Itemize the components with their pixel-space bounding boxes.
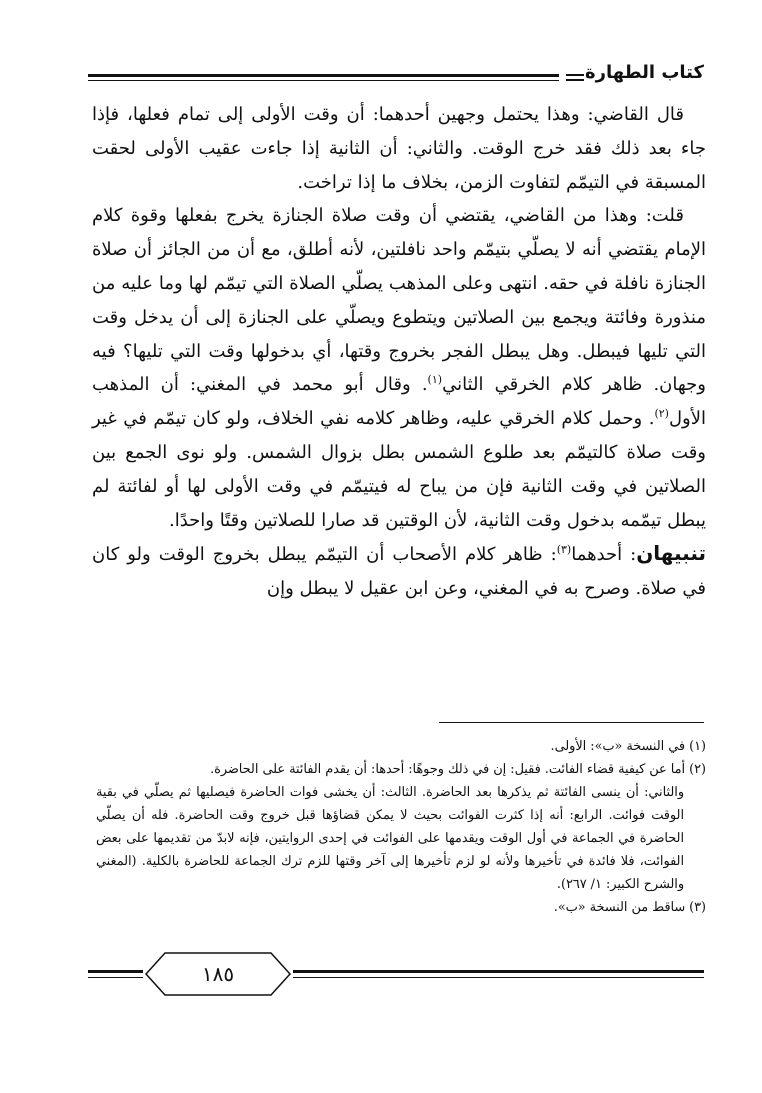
paragraph-2-part-b: . وقال أبو محمد في المغني: أن المذهب الأول xyxy=(92,374,706,430)
footnote-1: (١) في النسخة «ب»: الأولى. xyxy=(550,739,706,754)
paragraph-1: قال القاضي: وهذا يحتمل وجهين أحدهما: أن وقت الأولى إلى تمام فعلها، فإذا جاء بعد ذلك فقد خرج الوقت. والثاني: أن الثانية إذا جاءت عقيب الأولى لحقت المسبقة في التيمّم لتفاوت الزمن، بخلاف ما إذا تراخت. xyxy=(92,104,706,193)
page-number: ١٨٥ xyxy=(201,962,235,986)
header-dash-ornament xyxy=(566,74,584,81)
footnote-3: (٣) ساقط من النسخة «ب». xyxy=(553,900,706,915)
paragraph-2-part-c: . وحمل كلام الخرقي عليه، وظاهر كلامه نفي الخلاف، ولو كان تيمّم في غير وقت صلاة كالتيمّم بعد طلوع الشمس بطل بزوال الشمس. ولو نوى الجمع بين الصلاتين في وقت الثانية فإن من يباح له فيتيمّم في وقت الأولى لها أو لفائتة لم يبطل تيمّمه بدخول وقت الثانية، لأن الوقتين قد صارا للصلاتين وقتًا واحدًا. xyxy=(92,408,706,531)
paragraph-2 xyxy=(92,199,706,537)
footnote-ref-3: (٣) xyxy=(556,543,572,557)
footer-rule-left xyxy=(88,970,143,978)
paragraph-3-part-a: : أحدهما xyxy=(571,544,637,566)
running-header xyxy=(88,58,704,88)
footnote-2-continuation: والثاني: أن ينسى الفائتة ثم يذكرها بعد الحاضرة. الثالث: أن يخشى فوات الحاضرة فيصليها ثم يصلّي في بقية الوقت فوائت. الرابع: أنه إذا كثرت الفوائت بحيث لا يمكن قضاؤها قبل خروج وقت الحاضرة. فله أن يصلّي الحاضرة في الجماعة في أول الوقت ويقدمها على الفوائت في إحدى الروايتين، فإنه لابدّ من تقديمها على بعض الفوائت، فلا فائدة في تأخيرها ولأنه لو لزم تأخيرها إلى آخر وقتها للزم ترك الجماعة للحاضرة بالكلية. (المغني والشرح الكبير: ١/ ٢٦٧). xyxy=(96,785,684,892)
paragraph-3-part-b: : ظاهر كلام الأصحاب أن التيمّم يبطل بخروج الوقت ولو كان في صلاة. وصرح به في المغني، وعن ابن عقيل لا يبطل وإن xyxy=(92,544,706,600)
note-heading: تنبيهان xyxy=(636,541,707,566)
footnote-ref-2: (٢) xyxy=(654,407,669,421)
chapter-title: كتاب الطهارة xyxy=(584,62,704,83)
footer-rule-right xyxy=(293,970,704,978)
footnote-ref-1: (١) xyxy=(427,373,443,387)
page-footer xyxy=(88,950,704,998)
main-text xyxy=(92,98,706,606)
footnote-2: (٢) أما عن كيفية قضاء الفائت. فقيل: إن في ذلك وجوهًا: أحدها: أن يقدم الفائتة على الحاضرة. xyxy=(210,762,706,777)
header-rule xyxy=(88,74,559,81)
footnotes xyxy=(96,735,706,919)
paragraph-2-part-a: قلت: وهذا من القاضي، يقتضي أن وقت صلاة الجنازة يخرج بفعلها وقوة كلام الإمام يقتضي أنه لا يصلّي بتيمّم واحد نافلتين، لأنه أطلق، مع أن من الجائز أن صلاة الجنازة نافلة في حقه. انتهى وعلى المذهب يصلّي الصلاة التي تيمّم لها وما عليه من منذورة وفائتة ويجمع بين الصلاتين ويتطوع ويصلّي على الجنازة إلى أن يدخل وقت التي تليها فيبطل. وهل يبطل الفجر بخروج وقتها، أي بدخولها وقت التي تليها؟ فيه وجهان. ظاهر كلام الخرقي الثاني xyxy=(92,205,706,396)
paragraph-3 xyxy=(92,537,706,606)
footnote-separator xyxy=(439,722,704,723)
